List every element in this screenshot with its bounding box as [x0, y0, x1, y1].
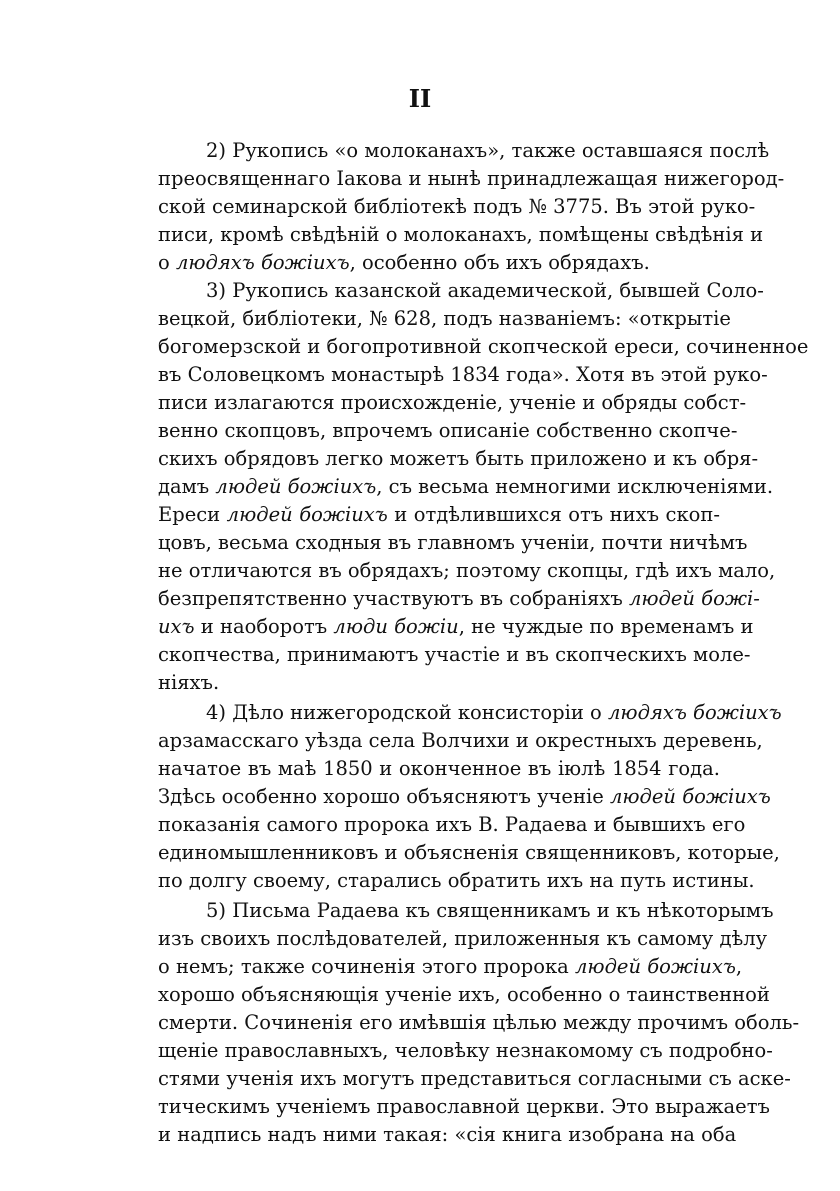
text-line: смерти. Сочиненія его имѣвшія цѣлью между прочимъ оболь-	[158, 1011, 800, 1034]
text-line: хорошо объясняющія ученіе ихъ, особенно о таинственной	[158, 983, 770, 1006]
text-line: 4) Дѣло нижегородской консисторіи о людяхъ божіихъ	[206, 701, 782, 724]
text-line: ихъ и наоборотъ люди божіи, не чуждые по временамъ и	[158, 615, 754, 638]
text-line: стями ученія ихъ могутъ представиться согласными съ аске-	[158, 1067, 791, 1090]
text-line: щеніе православныхъ, человѣку незнакомому съ подробно-	[158, 1039, 773, 1062]
text-line: показанія самого пророка ихъ В. Радаева и бывшихъ его	[158, 813, 746, 836]
text-line: безпрепятственно участвуютъ въ собраніяхъ людей божі-	[158, 587, 760, 610]
text-line: венно скопцовъ, впрочемъ описаніе собственно скопче-	[158, 419, 738, 442]
text-line: скихъ обрядовъ легко можетъ быть приложено и къ обря-	[158, 447, 759, 470]
text-line: скопчества, принимаютъ участіе и въ скопческихъ моле-	[158, 643, 751, 666]
text-line: цовъ, весьма сходныя въ главномъ ученіи, почти ничѣмъ	[158, 531, 748, 554]
text-line: 5) Письма Радаева къ священникамъ и къ нѣкоторымъ	[206, 899, 774, 922]
text-line: не отличаются въ обрядахъ; поэтому скопцы, гдѣ ихъ мало,	[158, 559, 776, 582]
text-line: ской семинарской библіотекѣ подъ № 3775. Въ этой руко-	[158, 195, 756, 218]
text-line: начатое въ маѣ 1850 и оконченное въ іюлѣ 1854 года.	[158, 757, 720, 780]
text-line: единомышленниковъ и объясненія священниковъ, которые,	[158, 841, 780, 864]
text-line: Здѣсь особенно хорошо объясняютъ ученіе людей божіихъ	[158, 785, 771, 808]
text-line: о людяхъ божіихъ, особенно объ ихъ обрядахъ.	[158, 251, 650, 274]
text-line: по долгу своему, старались обратить ихъ на путь истины.	[158, 869, 755, 892]
text-line: и надпись надъ ними такая: «сія книга изобрана на оба	[158, 1123, 737, 1146]
text-line: арзамасскаго уѣзда села Волчихи и окрестныхъ деревень,	[158, 729, 763, 752]
text-line: 2) Рукопись «о молоканахъ», также оставшаяся послѣ	[206, 139, 770, 162]
text-line: въ Соловецкомъ монастырѣ 1834 года». Хотя въ этой руко-	[158, 363, 768, 386]
text-line: вецкой, библіотеки, № 628, подъ названіемъ: «открытіе	[158, 307, 731, 330]
text-line: о немъ; также сочиненія этого пророка людей божіихъ,	[158, 955, 743, 978]
text-line: Ереси людей божіихъ и отдѣлившихся отъ нихъ скоп-	[158, 503, 720, 526]
text-line: 3) Рукопись казанской академической, бывшей Соло-	[206, 279, 764, 302]
text-line: дамъ людей божіихъ, съ весьма немногими исключеніями.	[158, 475, 774, 498]
text-line: изъ своихъ послѣдователей, приложенныя къ самому дѣлу	[158, 927, 768, 950]
page-number: II	[408, 84, 432, 113]
text-line: преосвященнаго Іакова и нынѣ принадлежащая нижегород-	[158, 167, 785, 190]
text-line: писи излагаются происхожденіе, ученіе и обряды собст-	[158, 391, 747, 414]
text-line: богомерзской и богопротивной скопческой ереси, сочиненное	[158, 335, 809, 358]
text-line: ніяхъ.	[158, 671, 220, 694]
text-line: тическимъ ученіемъ православной церкви. Это выражаетъ	[158, 1095, 770, 1118]
text-line: писи, кромѣ свѣдѣній о молоканахъ, помѣщены свѣдѣнія и	[158, 223, 764, 246]
